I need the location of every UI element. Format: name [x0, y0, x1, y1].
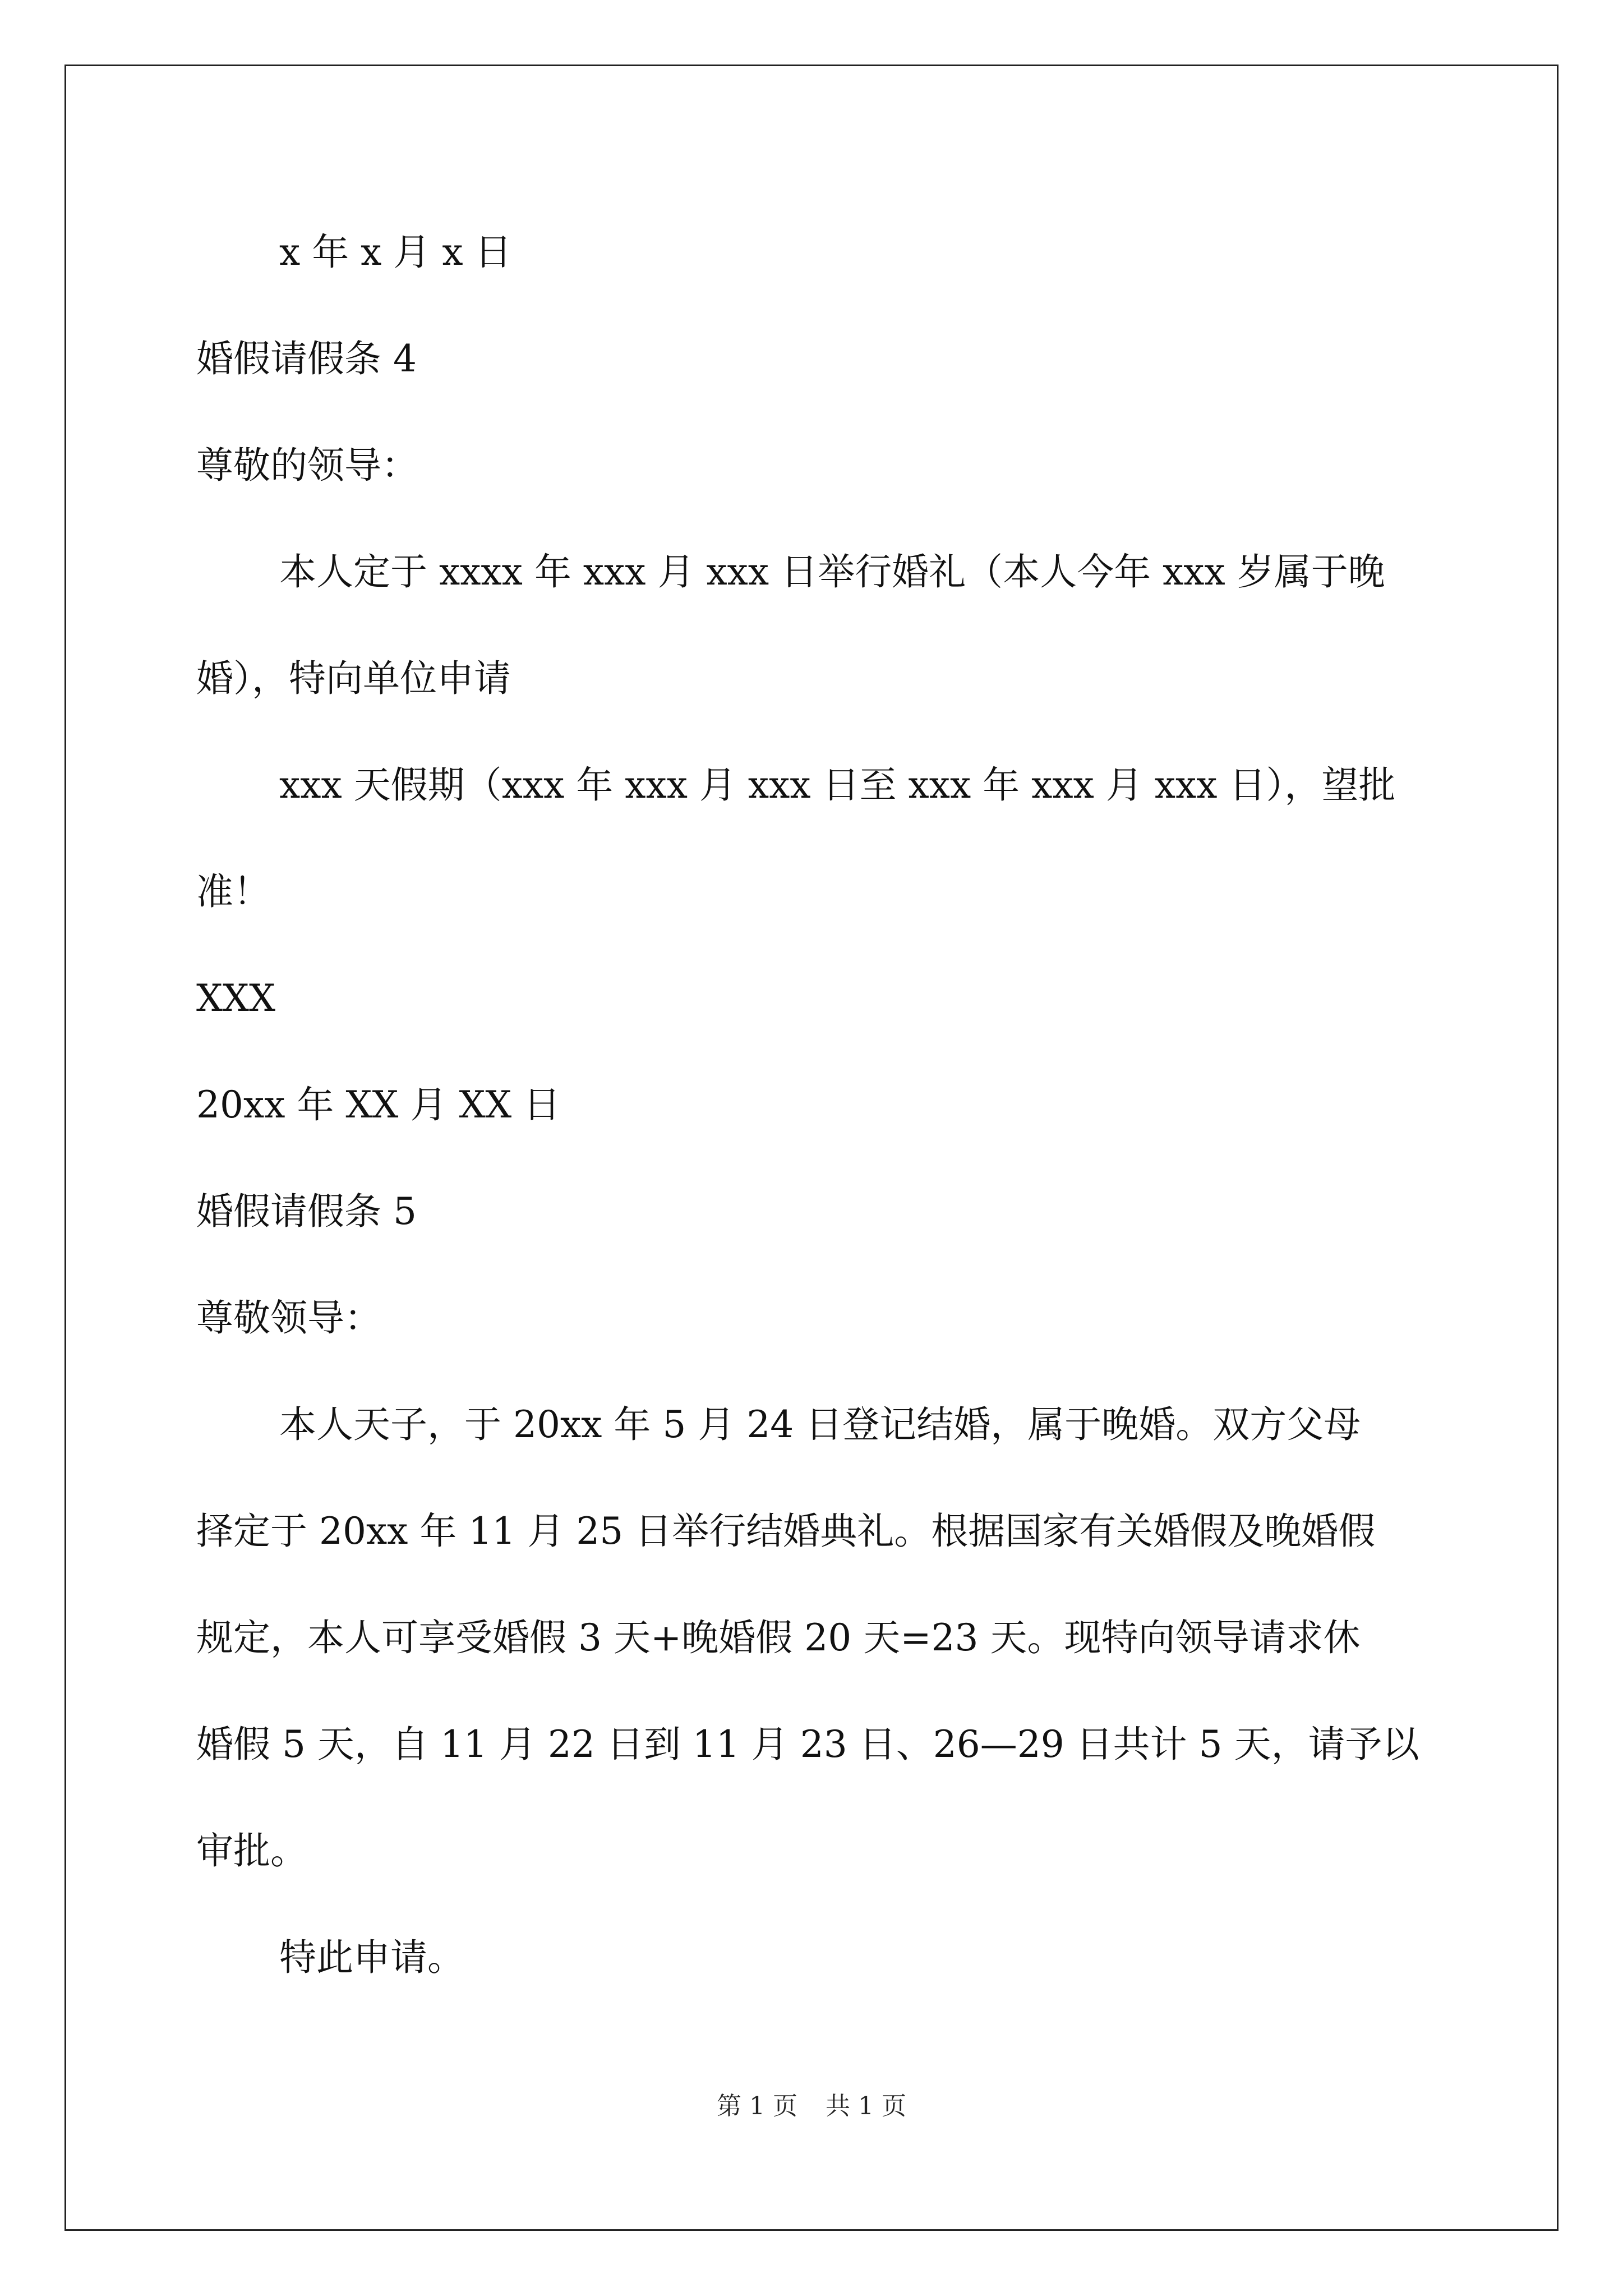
- body-paragraph-line: 准！: [196, 870, 270, 913]
- section-title-5: 婚假请假条 5: [196, 1190, 417, 1233]
- signature-date: 20xx 年 XX 月 XX 日: [196, 1083, 561, 1126]
- body-paragraph-line: 婚假 5 天，自 11 月 22 日到 11 月 23 日、26—29 日共计 5 天，请予以: [196, 1723, 1419, 1766]
- closing-line: 特此申请。: [279, 1936, 464, 1979]
- body-paragraph-line: 择定于 20xx 年 11 月 25 日举行结婚典礼。根据国家有关婚假及晚婚假: [196, 1510, 1376, 1553]
- body-paragraph-line: 婚），特向单位申请: [196, 657, 511, 700]
- signature-name: XXX: [196, 977, 275, 1020]
- section-title-4: 婚假请假条 4: [196, 337, 417, 380]
- page-number: 第 1 页: [717, 2092, 797, 2120]
- page-border: [64, 65, 1559, 2231]
- body-paragraph-line: 规定，本人可享受婚假 3 天+晚婚假 20 天=23 天。现特向领导请求休: [196, 1616, 1361, 1659]
- page-total: 共 1 页: [826, 2092, 906, 2120]
- salutation: 尊敬领导：: [196, 1296, 381, 1340]
- salutation: 尊敬的领导：: [196, 444, 418, 487]
- body-paragraph-line: 审批。: [196, 1829, 307, 1872]
- body-paragraph-line: 本人定于 xxxx 年 xxx 月 xxx 日举行婚礼（本人今年 xxx 岁属于晚: [279, 550, 1385, 593]
- date-line: x 年 x 月 x 日: [279, 231, 512, 274]
- body-paragraph-line: xxx 天假期（xxx 年 xxx 月 xxx 日至 xxx 年 xxx 月 xxx 日），望批: [279, 763, 1396, 807]
- body-paragraph-line: 本人天子，于 20xx 年 5 月 24 日登记结婚，属于晚婚。双方父母: [279, 1403, 1361, 1446]
- page-footer: [0, 2091, 1623, 2122]
